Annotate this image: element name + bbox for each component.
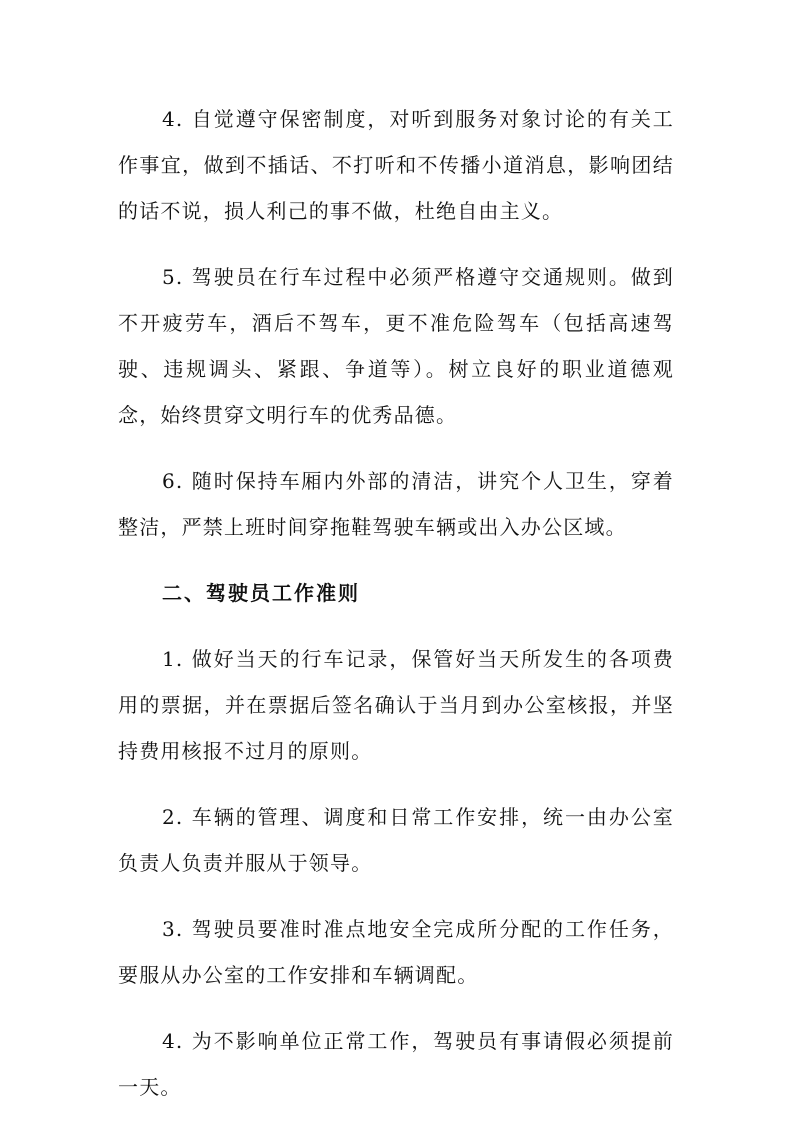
paragraph-leave-request: 4. 为不影响单位正常工作，驾驶员有事请假必须提前一天。	[118, 1029, 674, 1099]
document-body	[118, 96, 674, 1130]
paragraph-traffic-rules: 5. 驾驶员在行车过程中必须严格遵守交通规则。做到不开疲劳车，酒后不驾车，更不准危险驾车（包括高速驾驶、违规调头、紧跟、争道等）。树立良好的职业道德观念，始终贯穿文明行车的优秀品德。	[118, 265, 674, 427]
paragraph-cleanliness: 6. 随时保持车厢内外部的清洁，讲究个人卫生，穿着整洁，严禁上班时间穿拖鞋驾驶车辆或出入办公区域。	[118, 469, 674, 539]
paragraph-task-completion: 3. 驾驶员要准时准点地安全完成所分配的工作任务，要服从办公室的工作安排和车辆调配。	[118, 917, 674, 987]
section-heading: 二、驾驶员工作准则	[162, 581, 360, 605]
paragraph-travel-records: 1. 做好当天的行车记录，保管好当天所发生的各项费用的票据，并在票据后签名确认于当月到办公室核报，并坚持费用核报不过月的原则。	[118, 647, 674, 763]
paragraph-confidentiality: 4. 自觉遵守保密制度，对听到服务对象讨论的有关工作事宜，做到不插话、不打听和不传播小道消息，影响团结的话不说，损人利己的事不做，杜绝自由主义。	[118, 107, 674, 223]
paragraph-vehicle-management: 2. 车辆的管理、调度和日常工作安排，统一由办公室负责人负责并服从于领导。	[118, 805, 674, 875]
